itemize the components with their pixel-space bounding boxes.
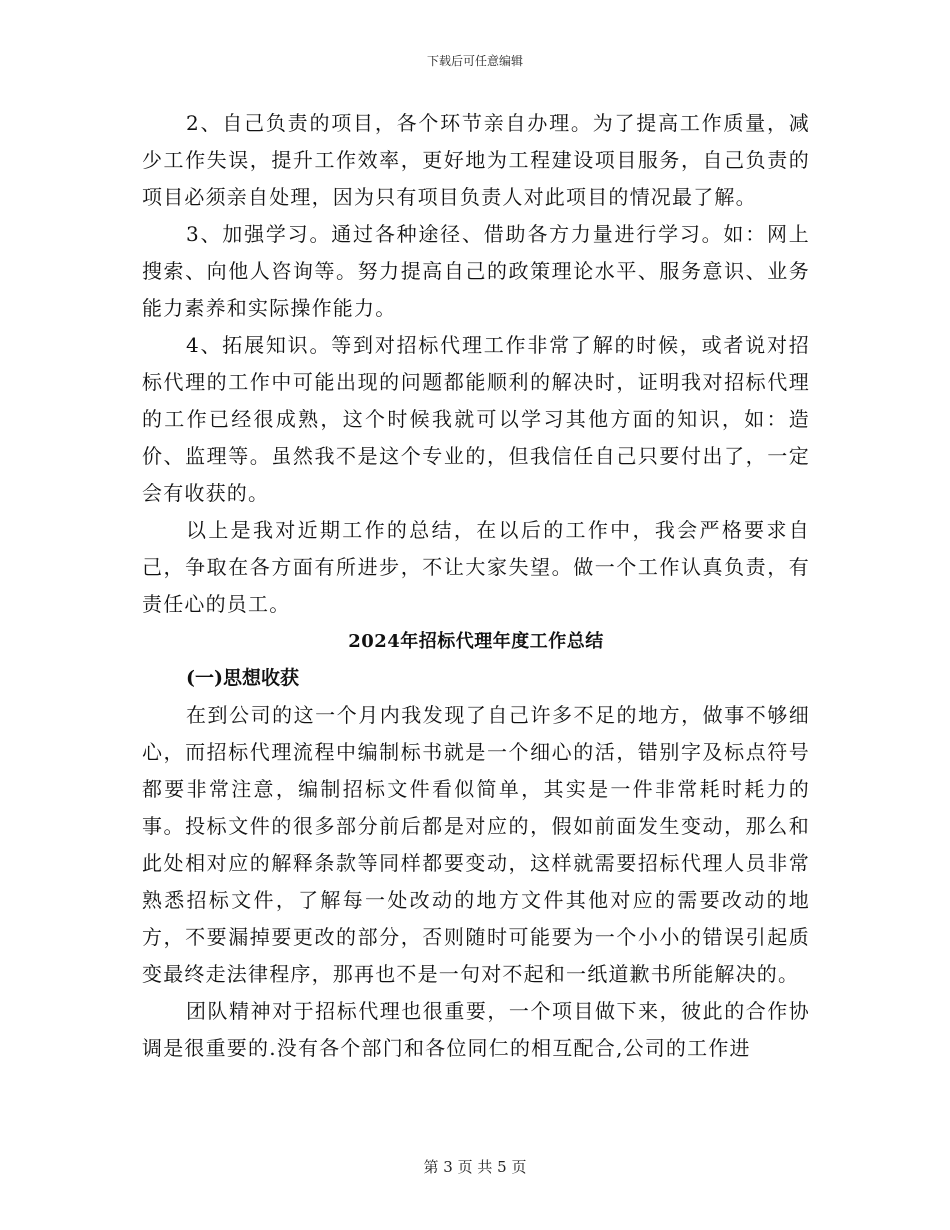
- document-body: [142, 105, 810, 1067]
- paragraph-summary: 以上是我对近期工作的总结，在以后的工作中，我会严格要求自己，争取在各方面有所进步，不让大家失望。做一个工作认真负责，有责任心的员工。: [142, 518, 810, 616]
- paragraph-teamwork: 团队精神对于招标代理也很重要，一个项目做下来，彼此的合作协调是很重要的.没有各个部门和各位同仁的相互配合,公司的工作进: [142, 999, 810, 1060]
- paragraph-item-4: 4、拓展知识。等到对招标代理工作非常了解的时候，或者说对招标代理的工作中可能出现的问题都能顺利的解决时，证明我对招标代理的工作已经很成熟，这个时候我就可以学习其他方面的知识，如：造价、监理等。虽然我不是这个专业的，但我信任自己只要付出了，一定会有收获的。: [142, 333, 810, 505]
- page-header-note: 下载后可任意编辑: [426, 54, 523, 68]
- paragraph-item-2: 2、自己负责的项目，各个环节亲自办理。为了提高工作质量，减少工作失误，提升工作效率，更好地为工程建设项目服务，自己负责的项目必须亲自处理，因为只有项目负责人对此项目的情况最了解。: [142, 111, 810, 209]
- paragraph-item-3: 3、加强学习。通过各种途径、借助各方力量进行学习。如：网上搜索、向他人咨询等。努力提高自己的政策理论水平、服务意识、业务能力素养和实际操作能力。: [142, 222, 810, 320]
- paragraph-thoughts: 在到公司的这一个月内我发现了自己许多不足的地方，做事不够细心，而招标代理流程中编制标书就是一个细心的活，错别字及标点符号都要非常注意，编制招标文件看似简单，其实是一件非常耗时耗力的事。投标文件的很多部分前后都是对应的，假如前面发生变动，那么和此处相对应的解释条款等同样都要变动，这样就需要招标代理人员非常熟悉招标文件，了解每一处改动的地方文件其他对应的需要改动的地方，不要漏掉要更改的部分，否则随时可能要为一个小小的错误引起质变最终走法律程序，那再也不是一句对不起和一纸道歉书所能解决的。: [142, 703, 810, 986]
- subheading: (一)思想收获: [186, 667, 299, 689]
- section-title: 2024年招标代理年度工作总结: [348, 631, 604, 652]
- page-number: 第 3 页 共 5 页: [423, 1158, 527, 1176]
